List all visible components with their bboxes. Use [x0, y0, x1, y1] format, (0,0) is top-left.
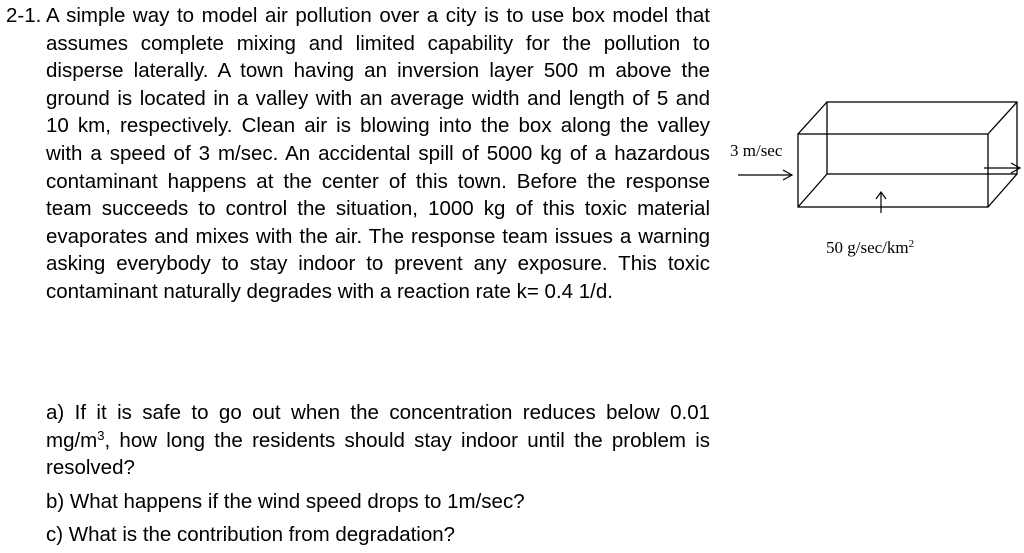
outflow-arrow-icon [984, 163, 1020, 173]
box-edge-top-left [798, 102, 827, 134]
question-a-text-start: a) If it is safe to go out when the concentration reduces below 0.01 mg/m [46, 401, 710, 452]
problem-text: A simple way to model air pollution over a city is to use box model that assumes complete mixing and limited capability for the pollution to disperse laterally. A town having an inversion layer 500 m above the ground is located in a valley with an average width and length of 5 and 10 km, respectively. Clean air is blowing into the box along the valley with a speed of 3 m/sec. An accidental spill of 5000 kg of a hazardous contaminant happens at the center of this town. Before the response team succeeds to control the situation, 1000 kg of this toxic material evaporates and mixes with the air. The response team issues a warning asking everybody to stay indoor to prevent any exposure. This toxic contaminant naturally degrades with a reaction rate k= 0.4 1/d. [46, 4, 710, 303]
box-edge-bottom-right [988, 174, 1017, 207]
question-a-superscript: 3 [97, 427, 105, 443]
emission-rate-base: 50 g/sec/km [826, 238, 909, 257]
emission-rate-superscript: 2 [908, 238, 915, 250]
inflow-arrow-icon [738, 170, 792, 180]
question-c: c) What is the contribution from degradation? [46, 523, 456, 547]
box-edge-bottom-left [798, 174, 827, 207]
emission-arrow-icon [876, 192, 886, 213]
box-edge-top-right [988, 102, 1017, 134]
question-b: b) What happens if the wind speed drops to 1m/sec? [46, 489, 525, 513]
emission-rate-label [826, 238, 914, 258]
problem-number: 2-1. [6, 4, 42, 27]
question-a-text-end: , how long the residents should stay indoor until the problem is resolved? [46, 428, 710, 480]
wind-speed-label: 3 m/sec [730, 141, 783, 160]
